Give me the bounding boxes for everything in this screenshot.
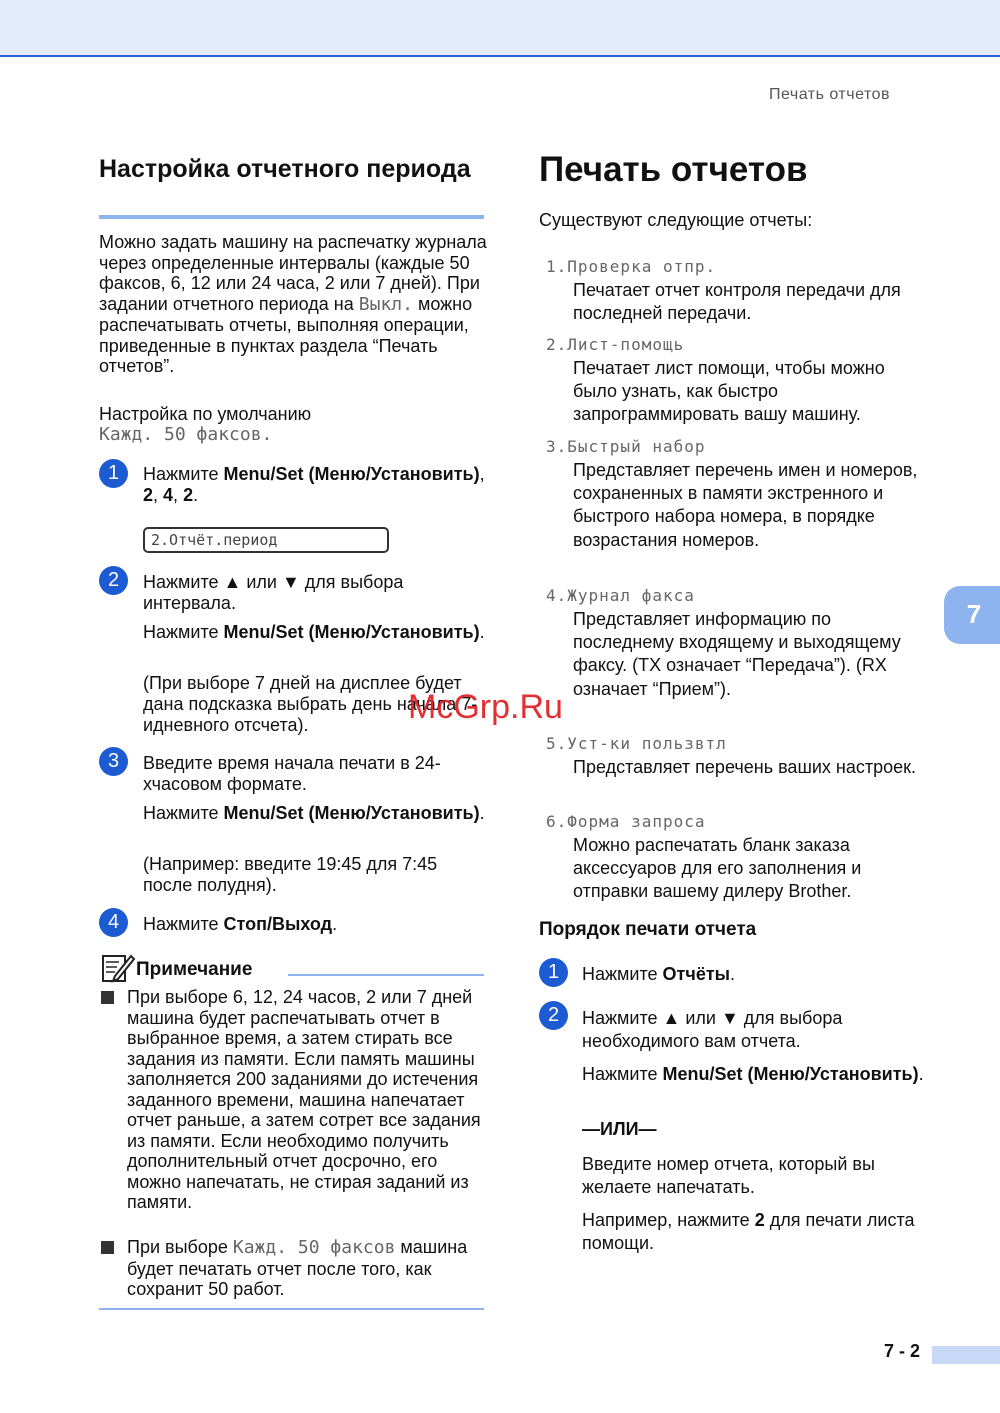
report-1-name: 1.Проверка отпр. [546, 257, 717, 276]
note-title: Примечание [136, 959, 253, 980]
step-1-text: Нажмите Menu/Set (Меню/Установить), 2, 4, 2. [143, 464, 485, 505]
running-header: Печать отчетов [769, 86, 890, 103]
reports-intro: Существуют следующие отчеты: [539, 210, 813, 230]
step-3-press: Нажмите Menu/Set (Меню/Установить). [143, 803, 485, 823]
step-3-extra: (Например: введите 19:45 для 7:45 после полудня). [143, 854, 438, 895]
intro-text-a: Можно задать машину на распечатку журнала через определенные интервалы (каждые 50 факсов, 6, 12 или 24 часа, 2 или 7 дней). При задании отчетного периода на [99, 232, 487, 314]
default-label: Настройка по умолчанию [99, 404, 312, 424]
title-rule [99, 215, 484, 219]
procedure-example: Например, нажмите 2 для печати листа помощи. [582, 1210, 915, 1253]
watermark: McGrp.Ru [408, 688, 563, 726]
or-separator: —ИЛИ— [582, 1119, 657, 1139]
report-4-name: 4.Журнал факса [546, 586, 695, 605]
bullet-1 [101, 991, 114, 1004]
note-pencil-icon [101, 952, 135, 984]
step-3-text: Введите время начала печати в 24-хчасовом формате. [143, 753, 441, 794]
note-item-1: При выборе 6, 12, 24 часов, 2 или 7 дней машина будет распечатывать отчет в выбранное время, а затем стирать все задания из памяти. Если память машины заполняется 200 заданиями до истечения заданного времени, машина напечатает отчет раньше, а затем сотрет все задания из памяти. Если необходимо получить дополнительный отчет досрочно, его можно напечатать, не стирая заданий из памяти. [127, 987, 481, 1212]
report-2-desc: Печатает лист помощи, чтобы можно было узнать, как быстро запрограммировать вашу машину. [573, 358, 885, 425]
section-title-print-reports: Печать отчетов [539, 150, 808, 189]
procedure-title: Порядок печати отчета [539, 919, 757, 940]
note-rule-top [288, 974, 484, 976]
page-number: 7 - 2 [884, 1341, 921, 1361]
procedure-step-2-number: 2 [539, 1001, 568, 1030]
report-1-desc: Печатает отчет контроля передачи для последней передачи. [573, 280, 901, 324]
step-4-text: Нажмите Стоп/Выход. [143, 914, 338, 934]
intro-off-value: Выкл. [358, 293, 413, 315]
intro-paragraph [99, 232, 494, 377]
report-3-desc: Представляет перечень имен и номеров, сохраненных в памяти экстренного и быстрого набора номера, в порядке возрастания номеров. [573, 460, 918, 550]
step-1-number: 1 [99, 459, 128, 488]
report-5-desc: Представляет перечень ваших настроек. [573, 757, 917, 777]
step-2-number: 2 [99, 566, 128, 595]
section-title-report-period: Настройка отчетного периода [99, 155, 471, 183]
procedure-step-2-press: Нажмите Menu/Set (Меню/Установить). [582, 1064, 924, 1084]
default-value: Кажд. 50 факсов. [99, 423, 273, 445]
page-tab [932, 1346, 1000, 1364]
report-6-desc: Можно распечатать бланк заказа аксессуаров для его заполнения и отправки вашему дилеру Brother. [573, 835, 862, 902]
procedure-enter-number: Введите номер отчета, который вы желаете напечатать. [582, 1154, 875, 1197]
step-2-text: Нажмите ▲ или ▼ для выбора интервала. [143, 572, 404, 613]
note-rule-bottom [99, 1308, 484, 1310]
note-item-2: При выборе Кажд. 50 факсов машина будет печатать отчет после того, как сохранит 50 работ. [127, 1237, 468, 1299]
step-2-extra: (При выборе 7 дней на дисплее будет дана подсказка выбрать день начала 7-идневного отсчета). [143, 673, 478, 735]
report-5-name: 5.Уст-ки пользвтл [546, 734, 727, 753]
step-2-press: Нажмите Menu/Set (Меню/Установить). [143, 622, 485, 642]
report-3-name: 3.Быстрый набор [546, 437, 706, 456]
procedure-step-2-text: Нажмите ▲ или ▼ для выбора необходимого вам отчета. [582, 1008, 843, 1051]
chapter-tab: 7 [944, 586, 1000, 644]
step-3-number: 3 [99, 747, 128, 776]
top-band [0, 0, 1000, 57]
report-2-name: 2.Лист-помощь [546, 335, 685, 354]
intro-text-b: можно распечатывать отчеты, выполняя операции, приведенные в пунктах раздела “Печать отчетов”. [99, 293, 473, 376]
procedure-step-1-text: Нажмите Отчёты. [582, 964, 736, 984]
default-setting [99, 404, 494, 445]
bullet-2 [101, 1241, 114, 1254]
report-6-name: 6.Форма запроса [546, 812, 706, 831]
report-4-desc: Представляет информацию по последнему входящему и выходящему факсу. (TX означает “Передача”). (RX означает “Прием”). [573, 609, 901, 699]
step-4-number: 4 [99, 908, 128, 937]
procedure-step-1-number: 1 [539, 958, 568, 987]
lcd-display: 2.Отчёт.период [143, 527, 389, 553]
